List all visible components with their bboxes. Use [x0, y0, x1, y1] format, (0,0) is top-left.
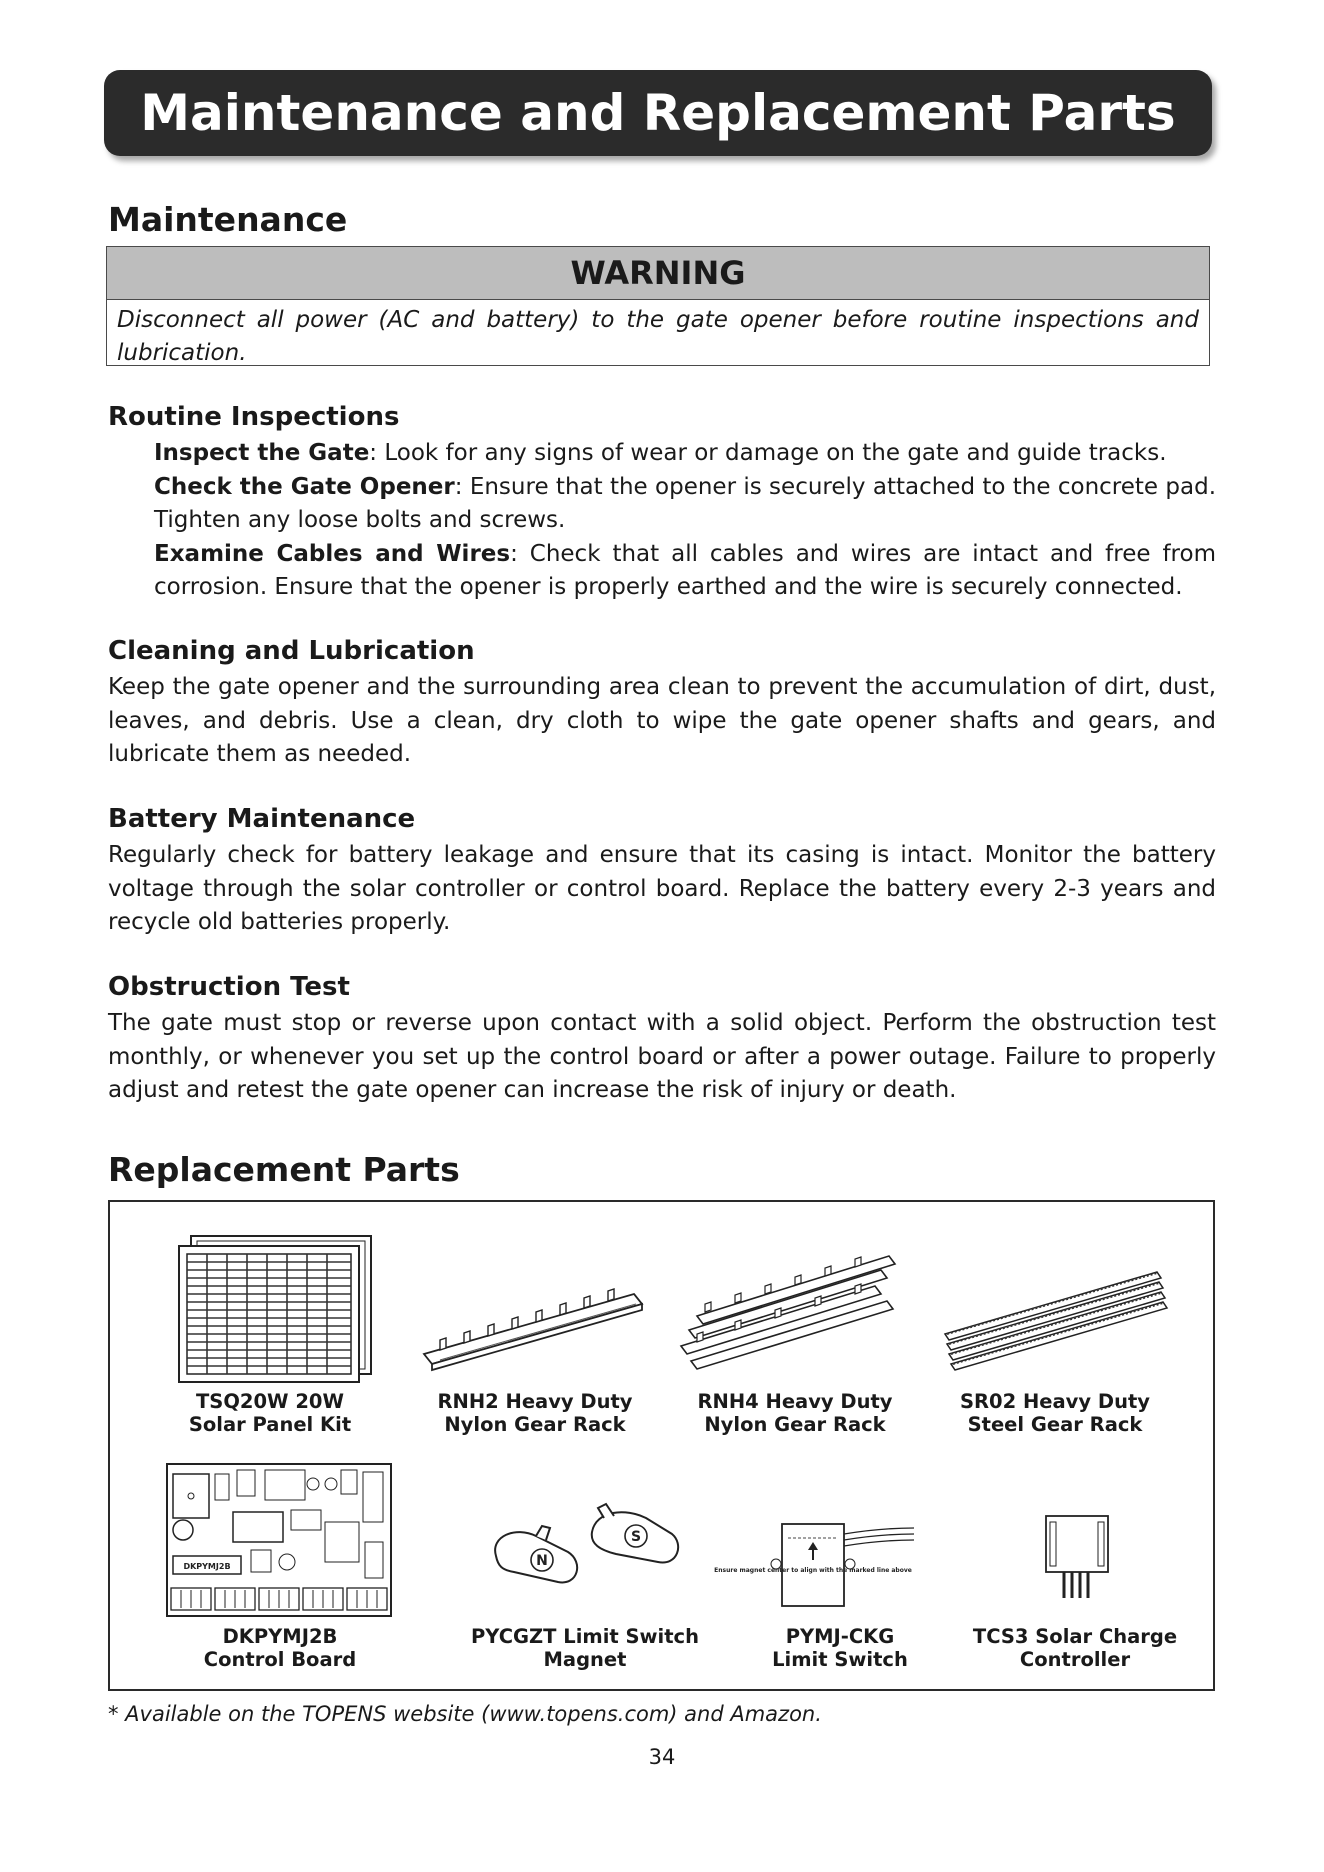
routine-item: [154, 437, 1216, 471]
maintenance-heading: Maintenance: [108, 200, 348, 239]
limit-switch-icon: [714, 1514, 918, 1614]
part-name: TCS3 Solar Charge: [972, 1625, 1178, 1648]
part-limit-switch-magnet: [440, 1462, 730, 1672]
part-name: DKPYMJ2B: [222, 1625, 338, 1648]
obstruction-text: The gate must stop or reverse upon contact with a solid object. Perform the obstruction test monthly, or whenever you set up the control board or after a power outage. Failure to properly adjust and retest the gate opener can increase the risk of injury or death.: [108, 1010, 1216, 1103]
part-name: PYMJ-CKG: [785, 1625, 895, 1648]
obstruction-heading: Obstruction Test: [108, 972, 350, 1002]
nylon-gear-rack-icon: [420, 1274, 650, 1374]
magnet-letter-n: N: [536, 1553, 548, 1569]
page-title: Maintenance and Replacement Parts: [140, 84, 1176, 142]
part-name: RNH4 Heavy Duty: [697, 1390, 893, 1413]
charge-controller-icon: [1038, 1512, 1118, 1612]
part-desc: Limit Switch: [772, 1648, 908, 1671]
solar-panel-icon: [177, 1234, 377, 1384]
routine-item-text: : Check that all cables and wires are intact and free from corrosion. Ensure that the opener is properly earthed and the wire is securely connected.: [154, 540, 1216, 600]
replacement-parts-heading: Replacement Parts: [108, 1150, 460, 1189]
part-solar-charge-controller: [960, 1462, 1190, 1672]
board-label: DKPYMJ2B: [183, 1562, 231, 1571]
footnote: * Available on the TOPENS website (www.topens.com) and Amazon.: [108, 1702, 822, 1726]
part-desc: Nylon Gear Rack: [704, 1413, 886, 1436]
magnet-icon: [486, 1496, 686, 1616]
part-name: TSQ20W 20W: [195, 1390, 344, 1413]
part-desc: Controller: [1019, 1648, 1131, 1671]
replacement-parts-panel: [108, 1200, 1215, 1691]
page-title-banner: [104, 70, 1212, 156]
routine-item-text: : Look for any signs of wear or damage on the gate and guide tracks.: [369, 440, 1167, 466]
warning-text: Disconnect all power (AC and battery) to the gate opener before routine inspections and lubrication.: [117, 307, 1199, 366]
part-limit-switch: [714, 1462, 950, 1672]
part-desc: Magnet: [543, 1648, 627, 1671]
cleaning-heading: Cleaning and Lubrication: [108, 636, 475, 666]
warning-box: [106, 246, 1210, 366]
limit-switch-note: Ensure magnet center to align with the marked line above: [714, 1567, 912, 1574]
routine-inspections-heading: Routine Inspections: [108, 402, 400, 432]
control-board-icon: [165, 1462, 395, 1620]
part-desc: Solar Panel Kit: [188, 1413, 352, 1436]
part-control-board: [160, 1462, 400, 1672]
battery-heading: Battery Maintenance: [108, 804, 416, 834]
routine-item-label: Examine Cables and Wires: [154, 540, 511, 567]
routine-item-label: Check the Gate Opener: [154, 473, 455, 500]
part-desc: Steel Gear Rack: [967, 1413, 1143, 1436]
nylon-gear-rack-icon: [675, 1246, 915, 1376]
part-solar-panel-kit: [155, 1226, 385, 1436]
warning-title: WARNING: [107, 247, 1209, 300]
part-sr02-steel-gear-rack: [935, 1226, 1175, 1436]
part-rnh2-gear-rack: [415, 1226, 655, 1436]
part-desc: Control Board: [203, 1648, 357, 1671]
magnet-letter-s: S: [630, 1529, 642, 1545]
routine-item-label: Inspect the Gate: [154, 440, 370, 466]
part-desc: Nylon Gear Rack: [444, 1413, 626, 1436]
page-number: 34: [648, 1745, 676, 1769]
routine-item: [154, 538, 1216, 605]
routine-item-text: : Ensure that the opener is securely attached to the concrete pad. Tighten any loose bolts and screws.: [154, 473, 1216, 533]
part-rnh4-gear-rack: [675, 1226, 915, 1436]
part-name: PYCGZT Limit Switch: [471, 1625, 699, 1648]
part-name: RNH2 Heavy Duty: [437, 1390, 633, 1413]
routine-inspections-list: [154, 437, 1216, 605]
part-name: SR02 Heavy Duty: [959, 1390, 1150, 1413]
routine-item: [154, 471, 1216, 538]
battery-text: Regularly check for battery leakage and ensure that its casing is intact. Monitor the battery voltage through the solar controller or control board. Replace the battery every 2-3 years and recycle old batteries properly.: [108, 842, 1216, 935]
cleaning-text: Keep the gate opener and the surrounding area clean to prevent the accumulation of dirt, dust, leaves, and debris. Use a clean, dry cloth to wipe the gate opener shafts and gears, and lubricate them as needed.: [108, 674, 1216, 767]
steel-gear-rack-icon: [943, 1264, 1173, 1374]
